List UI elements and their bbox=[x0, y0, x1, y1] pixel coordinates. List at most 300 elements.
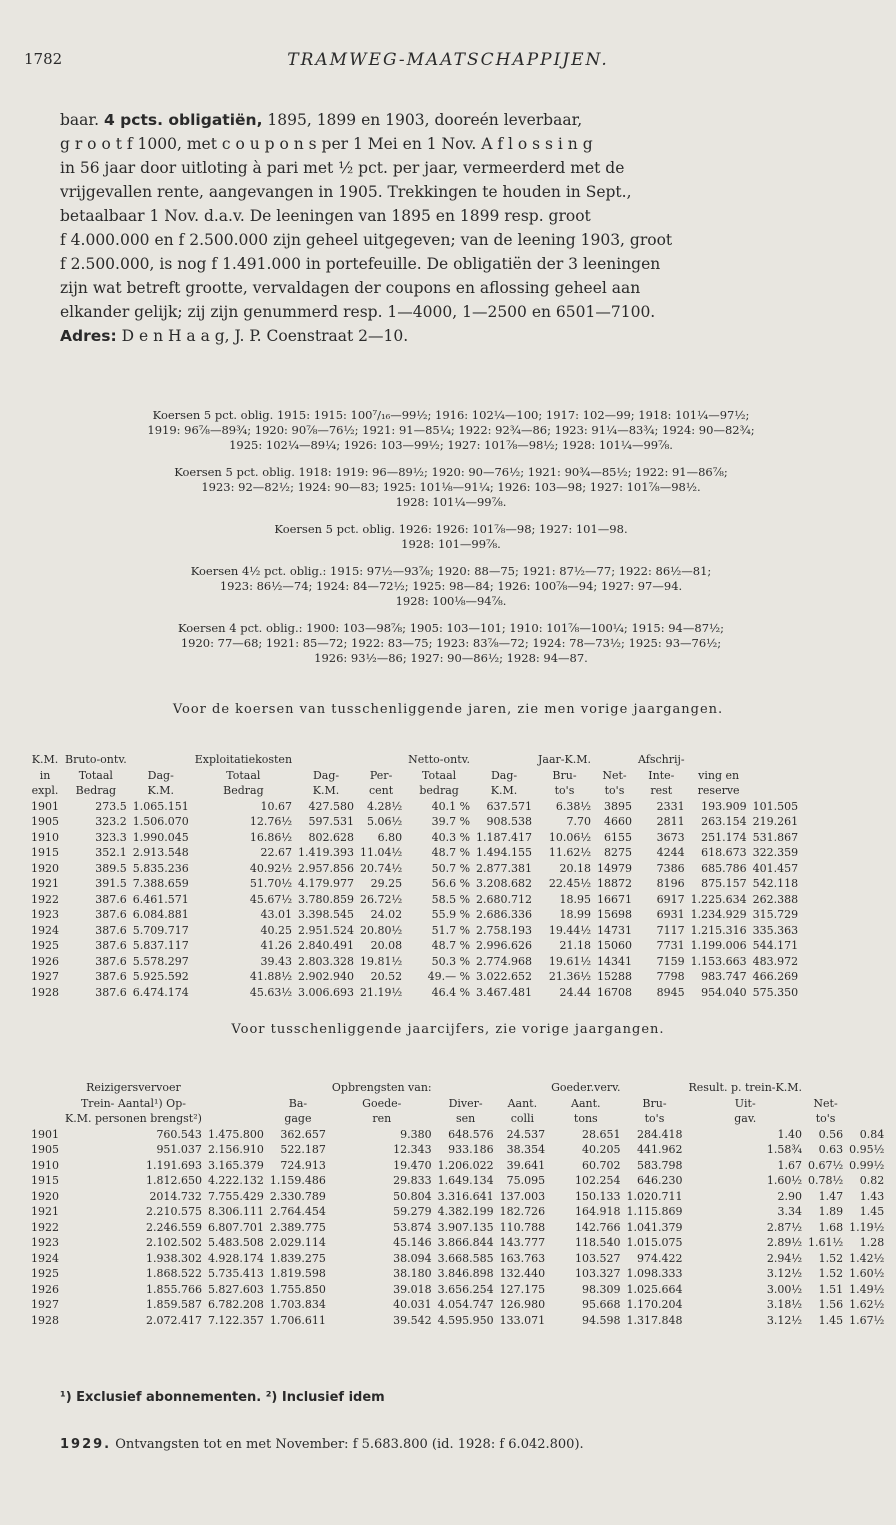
note-figures: Voor tusschenliggende jaarcijfers, zie vorige jaargangen. bbox=[231, 1022, 665, 1037]
table-cell: 182.726 bbox=[499, 1205, 546, 1218]
header-cell bbox=[28, 1111, 62, 1127]
price-line: Koersen 5 pct. oblig. 1915: 1915: 100⁷/₁₆—99½; 1916: 102¼—100; 1917: 102—99; 1918: 101¼—97½; bbox=[152, 408, 750, 422]
table-cell: 103.527 bbox=[575, 1251, 621, 1265]
table-cell: 45.67½ bbox=[249, 892, 293, 906]
table-cell: 6.084.881 bbox=[132, 908, 189, 921]
table-cell: 21.19½ bbox=[360, 985, 403, 999]
table-cell: 40.205 bbox=[582, 1143, 621, 1156]
table-cell: 2811 bbox=[656, 815, 685, 828]
table-cell: 1920 bbox=[31, 861, 59, 875]
header-cell bbox=[205, 1096, 267, 1112]
table-row bbox=[28, 830, 801, 846]
traffic-table bbox=[28, 1080, 887, 1328]
table-cell: 1927 bbox=[31, 970, 59, 983]
intro-line: elkander gelijk; zij zijn genummerd resp. 1—4000, 1—2500 en 6501—7100. bbox=[60, 303, 656, 321]
header-cell bbox=[205, 1080, 267, 1096]
table-cell: 51.70½ bbox=[249, 877, 293, 890]
table-cell: 39.542 bbox=[393, 1313, 432, 1327]
table-row bbox=[28, 969, 801, 985]
table-row bbox=[28, 1313, 887, 1329]
table-cell: 389.5 bbox=[95, 861, 127, 875]
table-cell: 2.87½ bbox=[766, 1220, 802, 1234]
table-cell: 1.025.664 bbox=[626, 1282, 683, 1296]
table-header-row bbox=[28, 768, 801, 784]
table-cell: 10.67 bbox=[260, 799, 293, 813]
table-cell: 1.89 bbox=[818, 1205, 844, 1218]
table-cell: 3673 bbox=[656, 830, 685, 844]
table-cell: 48.7 % bbox=[431, 939, 471, 952]
footer-text: Ontvangsten tot en met November: f 5.683.800 (id. 1928: f 6.042.800). bbox=[115, 1437, 584, 1452]
table-cell: 637.571 bbox=[486, 799, 533, 813]
table-cell: 284.418 bbox=[637, 1127, 683, 1141]
table-cell: 387.6 bbox=[95, 939, 127, 952]
table-cell: 3.208.682 bbox=[476, 877, 533, 890]
table-cell: 933.186 bbox=[448, 1143, 494, 1156]
table-cell: 6.474.174 bbox=[132, 985, 189, 999]
table-row bbox=[28, 1251, 887, 1267]
table-cell: 2.758.193 bbox=[476, 923, 533, 937]
table-cell: 45.63½ bbox=[249, 985, 293, 999]
table-cell: 1.170.204 bbox=[626, 1298, 683, 1311]
table-cell: 802.628 bbox=[308, 830, 355, 844]
table-cell: 3.656.254 bbox=[437, 1282, 494, 1296]
table-cell: 2.102.502 bbox=[145, 1236, 202, 1249]
table-cell: 101.505 bbox=[752, 799, 799, 813]
table-cell: 1.419.393 bbox=[298, 846, 355, 859]
intro-line: baar. 4 pcts. obligatiën, 1895, 1899 en 1903, dooreén leverbaar, bbox=[60, 111, 583, 129]
table-cell: 1925 bbox=[31, 1267, 59, 1280]
header-cell: Inte- bbox=[648, 768, 675, 782]
header-cell bbox=[594, 752, 635, 768]
price-line: 1928: 101¼—99⅞. bbox=[395, 495, 507, 509]
header-cell: gav. bbox=[734, 1112, 757, 1125]
table-cell: 352.1 bbox=[95, 846, 127, 859]
header-cell: Ba- bbox=[288, 1096, 308, 1110]
table-cell: 531.867 bbox=[752, 830, 799, 844]
table-cell: 4.179.977 bbox=[298, 877, 355, 890]
table-row bbox=[28, 1235, 887, 1251]
table-cell: 118.540 bbox=[575, 1236, 621, 1249]
price-block bbox=[28, 621, 874, 666]
table-cell: 40.1 % bbox=[431, 799, 471, 813]
table-cell: 974.422 bbox=[637, 1251, 683, 1265]
table-cell: 20.74½ bbox=[360, 861, 403, 875]
price-line: Koersen 4 pct. oblig.: 1900: 103—98⅞; 1905: 103—101; 1910: 101⅞—100¼; 1915: 94—87½; bbox=[177, 621, 725, 635]
table-cell: 7731 bbox=[656, 939, 685, 952]
table-cell: 0.95½ bbox=[849, 1143, 885, 1156]
price-line: Koersen 5 pct. oblig. 1918: 1919: 96—89½; 1920: 90—76½; 1921: 90¾—85½; 1922: 91—86⅞; bbox=[174, 465, 728, 479]
table-cell: 14341 bbox=[597, 954, 632, 968]
table-cell: 22.45½ bbox=[548, 877, 591, 890]
table-cell: 1923 bbox=[31, 908, 59, 921]
table-cell: 5.827.603 bbox=[207, 1282, 264, 1296]
table-cell: 18.99 bbox=[559, 908, 591, 921]
price-block bbox=[28, 522, 874, 552]
header-cell: rest bbox=[650, 784, 673, 797]
table-cell: 387.6 bbox=[95, 954, 127, 968]
table-cell: 5.483.508 bbox=[207, 1236, 264, 1249]
table-cell: 262.388 bbox=[752, 892, 799, 906]
table-cell: 1.475.800 bbox=[207, 1127, 264, 1141]
table-cell: 1.199.006 bbox=[690, 939, 747, 952]
table-cell: 1926 bbox=[31, 1282, 59, 1296]
table-cell: 6.461.571 bbox=[132, 892, 189, 906]
table-cell: 3.00½ bbox=[766, 1282, 802, 1296]
table-cell: 2.996.626 bbox=[476, 939, 533, 952]
address-text: D e n H a a g, J. P. Coenstraat 2—10. bbox=[121, 327, 409, 345]
intro-line: f 4.000.000 en f 2.500.000 zijn geheel uitgegeven; van de leening 1903, groot bbox=[60, 231, 673, 249]
table-cell: 1.819.598 bbox=[269, 1267, 326, 1280]
header-cell bbox=[805, 1080, 846, 1096]
table-cell: 908.538 bbox=[486, 815, 533, 828]
table-cell: 58.5 % bbox=[431, 892, 471, 906]
table-cell: 1.041.379 bbox=[626, 1220, 683, 1234]
table-cell: 391.5 bbox=[95, 877, 127, 890]
table-cell: 1.206.022 bbox=[437, 1158, 494, 1172]
table-cell: 46.4 % bbox=[431, 985, 471, 999]
table-cell: 94.598 bbox=[582, 1313, 621, 1327]
table-cell: 1.098.333 bbox=[626, 1267, 683, 1280]
header-cell: Dag- bbox=[490, 768, 518, 782]
table-cell: 48.7 % bbox=[431, 846, 471, 859]
table-cell: 150.133 bbox=[575, 1189, 621, 1203]
table-cell: 1.494.155 bbox=[476, 846, 533, 859]
table-row bbox=[28, 1158, 887, 1174]
header-cell bbox=[28, 1096, 62, 1112]
table-cell: 483.972 bbox=[752, 954, 799, 968]
table-cell: 98.309 bbox=[582, 1282, 621, 1296]
table-row bbox=[28, 892, 801, 908]
table-row bbox=[28, 845, 801, 861]
table-cell: 20.18 bbox=[559, 861, 591, 875]
table-cell: 724.913 bbox=[280, 1158, 326, 1172]
table-cell: 1.020.711 bbox=[626, 1189, 683, 1203]
table-cell: 1.839.275 bbox=[269, 1251, 326, 1265]
table-cell: 24.02 bbox=[370, 908, 403, 921]
table-cell: 16.86½ bbox=[249, 830, 293, 844]
table-cell: 597.531 bbox=[308, 815, 355, 828]
table-cell: 8196 bbox=[656, 877, 685, 890]
table-cell: 3.668.585 bbox=[437, 1251, 494, 1265]
table-cell: 2.913.548 bbox=[132, 846, 189, 859]
table-cell: 19.470 bbox=[393, 1158, 432, 1172]
table-cell: 19.61½ bbox=[548, 954, 591, 968]
table-cell: 1921 bbox=[31, 1205, 59, 1218]
table-cell: 1.990.045 bbox=[132, 830, 189, 844]
table-cell: 401.457 bbox=[752, 861, 799, 875]
table-cell: 2.330.789 bbox=[269, 1189, 326, 1203]
table-row bbox=[28, 938, 801, 954]
table-cell: 41.88½ bbox=[249, 970, 293, 983]
table-cell: 1.68 bbox=[818, 1220, 844, 1234]
header-cell: Reizigersvervoer bbox=[86, 1081, 181, 1094]
table-cell: 1.015.075 bbox=[626, 1236, 683, 1249]
table-cell: 14979 bbox=[597, 861, 632, 875]
table-cell: 15060 bbox=[597, 939, 632, 952]
table-cell: 1927 bbox=[31, 1298, 59, 1311]
table-cell: 2.951.524 bbox=[298, 923, 355, 937]
table-cell: 51.7 % bbox=[431, 923, 471, 937]
table-cell: 251.174 bbox=[701, 830, 747, 844]
header-cell: Bedrag bbox=[223, 784, 264, 797]
page-number: 1782 bbox=[24, 50, 63, 68]
table-cell: 1910 bbox=[31, 1158, 59, 1172]
table-cell: 2.877.381 bbox=[476, 861, 533, 875]
table-row bbox=[28, 923, 801, 939]
intro-paragraph bbox=[60, 108, 870, 348]
header-cell: Result. p. trein-K.M. bbox=[688, 1081, 802, 1094]
price-line: 1925: 102¼—89¼; 1926: 103—99½; 1927: 101⅞—98½; 1928: 101¼—99⅞. bbox=[229, 438, 673, 452]
table-cell: 427.580 bbox=[308, 799, 355, 813]
table-cell: 3.12½ bbox=[766, 1267, 802, 1280]
header-cell: K.M. bbox=[147, 784, 174, 797]
table-cell: 1.58¾ bbox=[766, 1143, 802, 1156]
header-cell bbox=[267, 1080, 329, 1096]
table-cell: 387.6 bbox=[95, 985, 127, 999]
table-cell: 273.5 bbox=[95, 799, 127, 813]
price-line: 1923: 92—82½; 1924: 90—83; 1925: 101⅛—91¼; 1926: 103—98; 1927: 101⅞—98½. bbox=[201, 480, 701, 494]
header-cell: Dag- bbox=[312, 768, 340, 782]
header-cell: Bruto-ontv. bbox=[65, 753, 127, 766]
table-cell: 7117 bbox=[656, 923, 685, 937]
table-cell: 15698 bbox=[597, 908, 632, 921]
table-cell: 8.306.111 bbox=[207, 1205, 264, 1218]
intro-line: zijn wat betreft grootte, vervaldagen der coupons en aflossing geheel aan bbox=[60, 279, 641, 297]
intro-line: in 56 jaar door uitloting à pari met ½ pct. per jaar, vermeerderd met de bbox=[60, 159, 625, 177]
table-cell: 1.855.766 bbox=[145, 1282, 202, 1296]
table-cell: 2.764.454 bbox=[269, 1205, 326, 1218]
table-cell: 19.81½ bbox=[360, 954, 403, 968]
table-cell: 7.755.429 bbox=[207, 1189, 264, 1203]
table-cell: 7159 bbox=[656, 954, 685, 968]
table-cell: 8945 bbox=[656, 985, 685, 999]
table-cell: 2.389.775 bbox=[269, 1220, 326, 1234]
table-cell: 1920 bbox=[31, 1189, 59, 1203]
price-block bbox=[28, 408, 874, 453]
table-cell: 2.029.114 bbox=[269, 1236, 326, 1249]
table-cell: 1.28 bbox=[859, 1236, 885, 1249]
table-cell: 1.60½ bbox=[766, 1174, 802, 1187]
table-cell: 4660 bbox=[604, 815, 632, 828]
table-cell: 3.34 bbox=[777, 1205, 802, 1218]
table-cell: 4.595.950 bbox=[437, 1313, 494, 1327]
table-cell: 1.755.850 bbox=[269, 1282, 326, 1296]
price-history bbox=[28, 408, 874, 678]
table-cell: 583.798 bbox=[637, 1158, 683, 1172]
table-cell: 315.729 bbox=[752, 908, 799, 921]
table-row bbox=[28, 861, 801, 877]
table-cell: 1.61½ bbox=[807, 1236, 844, 1249]
address-label: Adres: bbox=[60, 327, 117, 345]
footer-receipts bbox=[60, 1437, 584, 1452]
table-cell: 11.04½ bbox=[360, 846, 403, 859]
table-cell: 362.657 bbox=[280, 1127, 326, 1141]
table-cell: 3.12½ bbox=[766, 1313, 802, 1327]
table-cell: 95.668 bbox=[582, 1298, 621, 1311]
table-cell: 16708 bbox=[597, 985, 632, 999]
table-cell: 11.62½ bbox=[548, 846, 591, 859]
table-cell: 2.803.328 bbox=[298, 954, 355, 968]
table-cell: 1.67 bbox=[777, 1158, 802, 1172]
table-cell: 12.343 bbox=[393, 1143, 432, 1156]
table-cell: 163.763 bbox=[499, 1251, 546, 1265]
header-cell: Totaal bbox=[78, 768, 113, 782]
table-cell: 0.67½ bbox=[807, 1158, 844, 1172]
table-cell: 142.766 bbox=[575, 1220, 621, 1234]
table-cell: 1.868.522 bbox=[145, 1267, 202, 1280]
header-cell: ving en bbox=[698, 768, 740, 782]
header-cell bbox=[846, 1111, 887, 1127]
table-cell: 1.812.650 bbox=[145, 1174, 202, 1187]
table-cell: 16671 bbox=[597, 892, 632, 906]
table-cell: 3.907.135 bbox=[437, 1220, 494, 1234]
header-cell: in bbox=[39, 768, 51, 782]
table-cell: 1923 bbox=[31, 1236, 59, 1249]
table-cell: 3.022.652 bbox=[476, 970, 533, 983]
table-cell: 3.467.481 bbox=[476, 985, 533, 999]
table-cell: 133.071 bbox=[499, 1313, 546, 1327]
table-cell: 263.154 bbox=[701, 815, 747, 828]
table-cell: 20.52 bbox=[370, 970, 403, 983]
table-cell: 544.171 bbox=[752, 939, 799, 952]
header-cell: K.M. bbox=[31, 753, 59, 766]
table-cell: 4.054.747 bbox=[437, 1298, 494, 1311]
table-cell: 323.2 bbox=[95, 815, 127, 828]
header-cell: to's bbox=[644, 1112, 665, 1125]
table-cell: 41.26 bbox=[260, 939, 293, 952]
table-cell: 15288 bbox=[597, 970, 632, 983]
table-row bbox=[28, 1266, 887, 1282]
table-cell: 3.316.641 bbox=[437, 1189, 494, 1203]
table-cell: 39.7 % bbox=[431, 815, 471, 828]
table-cell: 1.45 bbox=[818, 1313, 844, 1327]
table-cell: 618.673 bbox=[701, 846, 747, 859]
table-cell: 387.6 bbox=[95, 923, 127, 937]
table-cell: 56.6 % bbox=[431, 877, 471, 890]
table-row bbox=[28, 1282, 887, 1298]
table-cell: 19.44½ bbox=[548, 923, 591, 937]
table-row bbox=[28, 1173, 887, 1189]
table-cell: 1905 bbox=[31, 1143, 59, 1156]
intro-line: g r o o t f 1000, met c o u p o n s per 1 Mei en 1 Nov. A f l o s s i n g bbox=[60, 135, 593, 153]
table-cell: 2.90 bbox=[777, 1189, 802, 1203]
table-cell: 1922 bbox=[31, 892, 59, 906]
table-row bbox=[28, 1127, 887, 1143]
price-line: 1923: 86½—74; 1924: 84—72½; 1925: 98—84; 1926: 100⅞—94; 1927: 97—94. bbox=[219, 579, 683, 593]
table-cell: 219.261 bbox=[752, 815, 799, 828]
table-cell: 2.072.417 bbox=[145, 1313, 202, 1327]
header-cell: Bru- bbox=[642, 1096, 667, 1110]
intro-line: f 2.500.000, is nog f 1.491.000 in portefeuille. De obligatiën der 3 leeningen bbox=[60, 255, 661, 273]
header-cell: gage bbox=[284, 1112, 312, 1125]
intro-line: vrijgevallen rente, aangevangen in 1905. Trekkingen te houden in Sept., bbox=[60, 183, 632, 201]
table-cell: 760.543 bbox=[156, 1127, 202, 1141]
table-cell: 143.777 bbox=[499, 1236, 546, 1249]
table-cell: 1921 bbox=[31, 877, 59, 890]
table-row bbox=[28, 1297, 887, 1313]
table-cell: 1.191.693 bbox=[145, 1158, 202, 1172]
header-cell: Uit- bbox=[734, 1096, 756, 1110]
intro-line: betaalbaar 1 Nov. d.a.v. De leeningen van 1895 en 1899 resp. groot bbox=[60, 207, 591, 225]
table-cell: 3.780.859 bbox=[298, 892, 355, 906]
table-cell: 1910 bbox=[31, 830, 59, 844]
table-cell: 3.846.898 bbox=[437, 1267, 494, 1280]
table-cell: 575.350 bbox=[752, 985, 799, 999]
table-cell: 24.537 bbox=[506, 1127, 546, 1141]
table-header-row bbox=[28, 752, 801, 768]
header-cell: Bru- bbox=[552, 768, 577, 782]
header-cell bbox=[846, 1080, 887, 1096]
table-cell: 6.80 bbox=[377, 830, 403, 844]
table-cell: 1.159.486 bbox=[269, 1174, 326, 1187]
table-cell: 7798 bbox=[656, 970, 685, 983]
table-cell: 2.246.559 bbox=[145, 1220, 202, 1234]
table-cell: 954.040 bbox=[701, 985, 747, 999]
table-cell: 685.786 bbox=[701, 861, 747, 875]
table-cell: 875.157 bbox=[701, 877, 747, 890]
table-cell: 5.925.592 bbox=[132, 970, 189, 983]
table-cell: 1.065.151 bbox=[132, 799, 189, 813]
price-line: Koersen 5 pct. oblig. 1926: 1926: 101⅞—98; 1927: 101—98. bbox=[274, 522, 628, 536]
table-cell: 45.146 bbox=[393, 1236, 432, 1249]
table-cell: 2.89½ bbox=[766, 1236, 802, 1249]
table-cell: 1901 bbox=[31, 799, 59, 813]
header-cell: Aant. bbox=[507, 1096, 538, 1110]
header-cell bbox=[497, 1080, 549, 1096]
table-cell: 6931 bbox=[656, 908, 685, 921]
table-cell: 1.67½ bbox=[849, 1313, 885, 1327]
header-cell: bedrag bbox=[419, 784, 459, 797]
table-cell: 3.866.844 bbox=[437, 1236, 494, 1249]
table-cell: 60.702 bbox=[582, 1158, 621, 1172]
table-cell: 2.680.712 bbox=[476, 892, 533, 906]
price-line: 1926: 93½—86; 1927: 90—86½; 1928: 94—87. bbox=[314, 651, 588, 665]
table-cell: 6.807.701 bbox=[207, 1220, 264, 1234]
table-cell: 5.835.236 bbox=[132, 861, 189, 875]
header-cell: to's bbox=[554, 784, 575, 797]
table-cell: 110.788 bbox=[499, 1220, 546, 1234]
table-cell: 0.56 bbox=[818, 1127, 844, 1141]
table-cell: 1926 bbox=[31, 954, 59, 968]
header-cell: tons bbox=[573, 1112, 598, 1125]
table-cell: 1.649.134 bbox=[437, 1174, 494, 1187]
table-cell: 1.52 bbox=[818, 1267, 844, 1280]
table-cell: 1924 bbox=[31, 923, 59, 937]
table-cell: 1.62½ bbox=[849, 1298, 885, 1311]
table-cell: 2.210.575 bbox=[145, 1205, 202, 1218]
table-cell: 4.222.132 bbox=[207, 1174, 264, 1187]
table-cell: 1925 bbox=[31, 939, 59, 952]
footnote: ¹) Exclusief abonnementen. ²) Inclusief idem bbox=[60, 1390, 385, 1405]
table-header-row bbox=[28, 1111, 887, 1127]
table-cell: 2.957.856 bbox=[298, 861, 355, 875]
table-cell: 4.382.199 bbox=[437, 1205, 494, 1218]
table-header-row bbox=[28, 1096, 887, 1112]
table-cell: 50.7 % bbox=[431, 861, 471, 875]
table-cell: 43.01 bbox=[260, 908, 293, 921]
table-row bbox=[28, 814, 801, 830]
table-cell: 387.6 bbox=[95, 892, 127, 906]
table-cell: 2014.732 bbox=[149, 1189, 202, 1203]
table-cell: 648.576 bbox=[448, 1127, 494, 1141]
table-cell: 4244 bbox=[656, 846, 685, 859]
table-cell: 102.254 bbox=[575, 1174, 621, 1187]
table-cell: 55.9 % bbox=[431, 908, 471, 921]
table-cell: 1.60½ bbox=[849, 1267, 885, 1280]
table-row bbox=[28, 954, 801, 970]
table-cell: 1915 bbox=[31, 1174, 59, 1187]
table-cell: 59.279 bbox=[393, 1205, 432, 1218]
